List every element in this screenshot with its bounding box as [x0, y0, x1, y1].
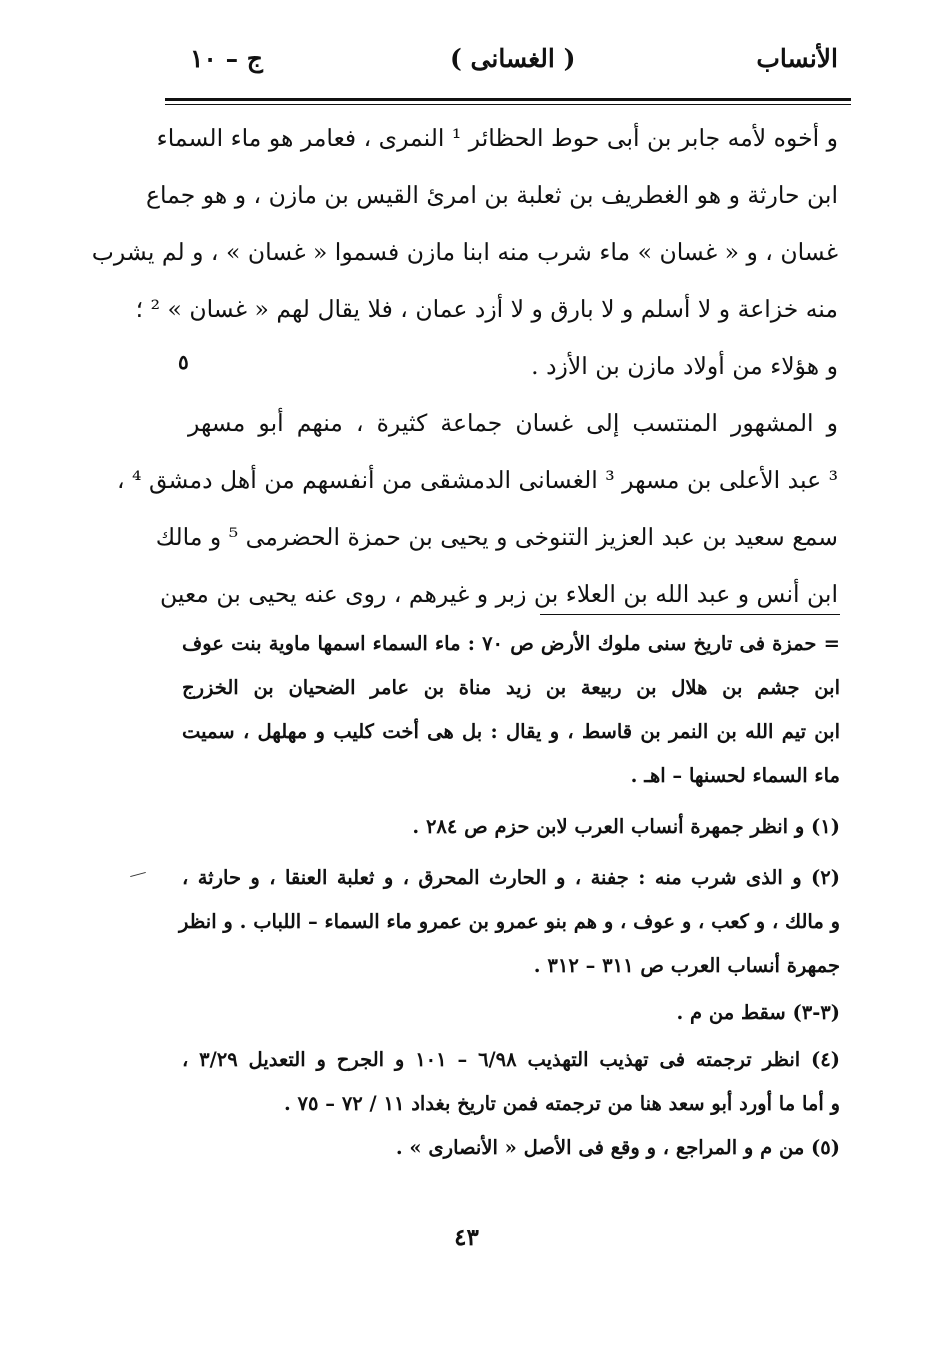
main-text: [91, 110, 838, 623]
text-line: ابن حارثة و هو الغطريف بن ثعلبة بن امرئ القيس بن مازن ، و هو جماع: [145, 181, 838, 209]
text-line: سمع سعيد بن عبد العزيز التنوخى و يحيى بن حمزة الحضرمى ⁵ و مالك: [155, 523, 838, 551]
header-entry-title: ( الغسانى ): [450, 44, 576, 73]
header-rule-thin: [165, 104, 851, 105]
text-line: ابن أنس و عبد الله بن العلاء بن زبر و غيرهم ، روى عنه يحيى بن معين: [159, 580, 838, 608]
text-line: غسان ، و « غسان » ماء شرب منه ابنا مازن فسموا « غسان » ، و لم يشرب: [91, 238, 838, 266]
footnote-line: جمهرة أنساب العرب ص ٣١١ – ٣١٢ .: [533, 954, 840, 977]
text-line: و هؤلاء من أولاد مازن بن الأزد .: [531, 352, 838, 380]
header-rule-thick: [165, 98, 851, 101]
page-number: ٤٣: [454, 1224, 479, 1251]
footnote-line: (٤) انظر ترجمته فى تهذيب التهذيب ٦/٩٨ – ١٠١ و الجرح و التعديل ٣/٢٩ ،: [182, 1048, 840, 1071]
footnote-line: و أما ما أورد أبو سعد هنا من ترجمته فمن تاريخ بغداد ١١ / ٧٢ – ٧٥ .: [283, 1092, 840, 1115]
footnote-line: = حمزة فى تاريخ سنى ملوك الأرض ص ٧٠ : ماء السماء اسمها ماوية بنت عوف: [182, 632, 840, 655]
text-line: و أخوه لأمه جابر بن أبى حوط الحظائر ¹ النمرى ، فعامر هو ماء السماء: [156, 124, 838, 152]
header-volume: ج – ١٠: [190, 44, 263, 73]
footnote-line: (٣-٣) سقط من م .: [676, 1001, 840, 1024]
footnote-separator: [540, 614, 840, 615]
footnote-line: (٥) من م و المراجع ، و وقع فى الأصل « الأنصارى » .: [395, 1136, 840, 1159]
running-header: [180, 40, 840, 84]
footnote-line: ابن تيم الله بن النمر بن قاسط ، و يقال : بل هى أخت كليب و مهلهل ، سميت: [182, 720, 840, 743]
footnotes: [179, 622, 840, 1170]
scan-speck: [130, 872, 146, 877]
footnote-line: ابن جشم بن هلال بن ربيعة بن زيد مناة بن عامر الضحيان بن الخزرج: [182, 676, 840, 699]
footnote-line: ماء السماء لحسنها – اهـ .: [630, 764, 840, 787]
footnote-line: (١) و انظر جمهرة أنساب العرب لابن حزم ص ٢٨٤ .: [412, 815, 840, 838]
text-line: منه خزاعة و لا أسلم و لا بارق و لا أزد عمان ، فلا يقال لهم « غسان » ² ؛: [135, 295, 838, 323]
header-section-title: الأنساب: [756, 44, 838, 73]
footnote-line: و مالك ، و كعب ، و عوف ، و هم بنو عمرو بن عمرو ماء السماء – اللباب . و انظر: [179, 910, 840, 933]
text-line: ³ عبد الأعلى بن مسهر ³ الغسانى الدمشقى من أنفسهم من أهل دمشق ⁴ ،: [116, 466, 838, 494]
text-line: و المشهور المنتسب إلى غسان جماعة كثيرة ، منهم أبو مسهر: [188, 409, 838, 437]
footnote-line: (٢) و الذى شرب منه : جفنة ، و الحارث المحرق ، و ثعلبة العنقا ، و حارثة ،: [182, 866, 840, 889]
line-number-marker: ٥: [178, 350, 189, 374]
